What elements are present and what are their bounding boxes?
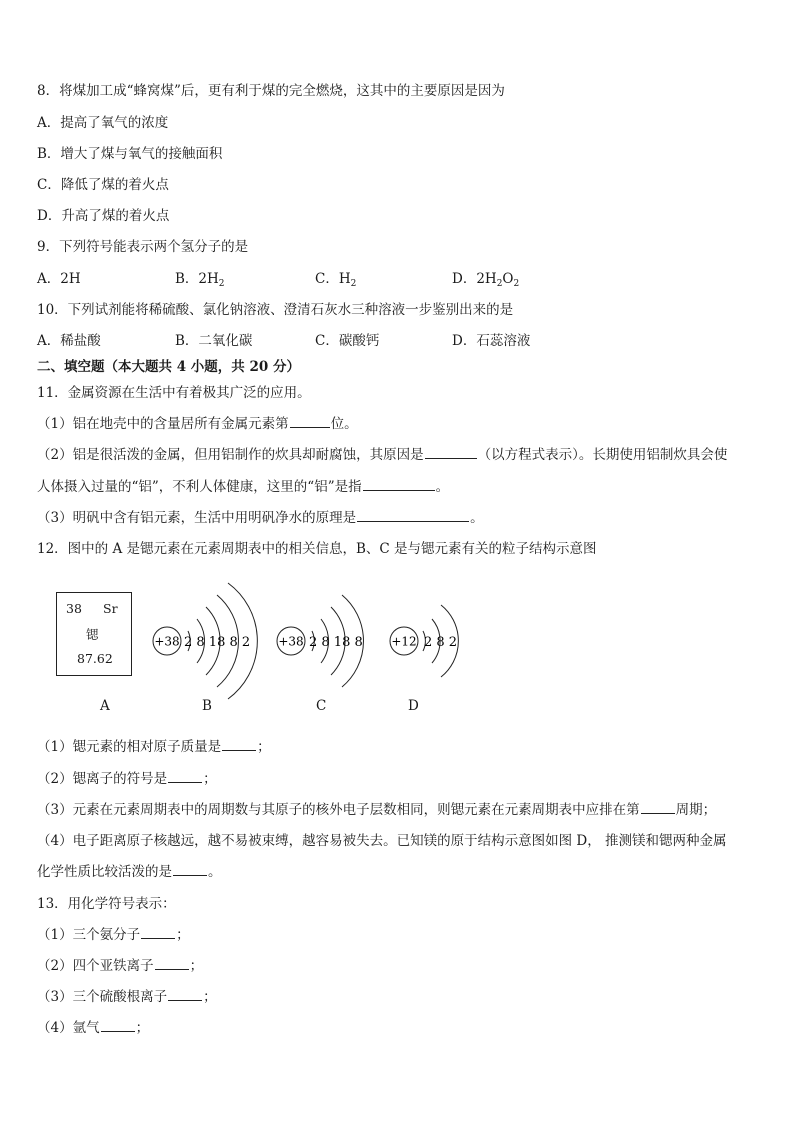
q9-options bbox=[37, 270, 757, 288]
electron-shells: 2 8 18 8 2 bbox=[184, 635, 251, 650]
figure-label-d: D bbox=[408, 698, 419, 714]
atom-diagram-d bbox=[390, 605, 458, 677]
answer-blank[interactable] bbox=[357, 509, 469, 522]
q11-part2-line2: 人体摄入过量的“铝”，不利人体健康，这里的“铝”是指 。 bbox=[37, 479, 450, 495]
q11-part1: （1）铝在地壳中的含量居所有金属元素第 位。 bbox=[37, 416, 358, 432]
q9-option-d: D．$2H_2O_2$ bbox=[452, 271, 520, 289]
answer-blank[interactable] bbox=[641, 801, 675, 814]
nucleus-charge: +38 bbox=[154, 634, 180, 649]
answer-blank[interactable] bbox=[363, 478, 435, 491]
q13-item-2: （2）四个亚铁离子 ； bbox=[37, 958, 204, 974]
atomic-number: 38 bbox=[66, 601, 82, 616]
q8-option-a: A．提高了氧气的浓度 bbox=[37, 115, 169, 131]
q8-option-d: D．升高了煤的着火点 bbox=[37, 208, 170, 224]
q10-option-b: B．二氧化碳 bbox=[175, 333, 253, 349]
q11-part2-line1: （2）铝是很活泼的金属，但用铝制作的炊具却耐腐蚀，其原因是 （以方程式表示）。长期使用铝制炊具会使 bbox=[37, 447, 728, 463]
atom-diagram-b bbox=[153, 583, 257, 699]
q12-part2: （2）锶离子的符号是 ； bbox=[37, 771, 217, 787]
q8-stem: 8．将煤加工成“蜂窝煤”后，更有利于煤的完全燃烧，这其中的主要原因是因为 bbox=[37, 83, 505, 99]
q8-option-c: C．降低了煤的着火点 bbox=[37, 177, 169, 193]
q9-option-b: B．$2H_2$ bbox=[175, 271, 225, 289]
q10-option-c: C．碳酸钙 bbox=[315, 333, 380, 349]
particle-diagrams bbox=[0, 575, 794, 700]
q12-part4-line1: （4）电子距离原子核越远，越不易被束缚，越容易被失去。已知镁的原于结构示意图如图 D， 推测镁和锶两种金属 bbox=[37, 833, 727, 849]
q12-stem: 12．图中的 A 是锶元素在元素周期表中的相关信息，B、C 是与锶元素有关的粒子结构示意图 bbox=[37, 541, 597, 557]
q12-part3: （3）元素在元素周期表中的周期数与其原子的核外电子层数相同，则锶元素在元素周期表中应排在第 周期； bbox=[37, 802, 717, 818]
answer-blank[interactable] bbox=[141, 926, 175, 939]
q10-option-d: D．石蕊溶液 bbox=[452, 333, 531, 349]
figure-label-c: C bbox=[316, 698, 327, 714]
q12-part1: （1）锶元素的相对原子质量是 ； bbox=[37, 739, 271, 755]
q10-option-a: A．稀盐酸 bbox=[37, 333, 101, 349]
q8-option-b: B．增大了煤与氧气的接触面积 bbox=[37, 146, 223, 162]
answer-blank[interactable] bbox=[173, 863, 207, 876]
q9-option-c: C．$H_2$ bbox=[315, 271, 357, 289]
figure-label-a: A bbox=[100, 698, 110, 714]
q13-item-4: （4）氩气 ； bbox=[37, 1020, 150, 1036]
q13-item-3: （3）三个硫酸根离子 ； bbox=[37, 989, 217, 1005]
atomic-mass: 87.62 bbox=[77, 651, 113, 666]
electron-shells: 2 8 2 bbox=[424, 635, 458, 650]
answer-blank[interactable] bbox=[168, 770, 202, 783]
nucleus-charge: +38 bbox=[278, 634, 304, 649]
answer-blank[interactable] bbox=[168, 988, 202, 1001]
answer-blank[interactable] bbox=[425, 446, 477, 459]
q11-part3: （3）明矾中含有铝元素，生活中用明矾净水的原理是 。 bbox=[37, 510, 484, 526]
electron-shells: 2 8 18 8 bbox=[309, 635, 363, 650]
q10-options bbox=[37, 332, 757, 350]
answer-blank[interactable] bbox=[222, 738, 256, 751]
q13-stem: 13．用化学符号表示： bbox=[37, 896, 176, 912]
q9-stem: 9．下列符号能表示两个氢分子的是 bbox=[37, 239, 249, 255]
element-symbol: Sr bbox=[103, 601, 118, 616]
q9-option-a: A．2H bbox=[37, 271, 81, 287]
element-name: 锶 bbox=[86, 627, 99, 642]
atom-diagram-c bbox=[277, 595, 363, 687]
answer-blank[interactable] bbox=[101, 1019, 135, 1032]
q10-stem: 10．下列试剂能将稀硫酸、氯化钠溶液、澄清石灰水三种溶液一步鉴别出来的是 bbox=[37, 302, 514, 318]
q12-part4-line2: 化学性质比较活泼的是 。 bbox=[37, 864, 222, 880]
answer-blank[interactable] bbox=[155, 957, 189, 970]
figure-label-b: B bbox=[202, 698, 212, 714]
q11-stem: 11．金属资源在生活中有着极其广泛的应用。 bbox=[37, 385, 311, 401]
nucleus-charge: +12 bbox=[391, 634, 417, 649]
answer-blank[interactable] bbox=[290, 415, 330, 428]
section-heading: 二、填空题（本大题共 4 小题，共 20 分） bbox=[37, 359, 300, 375]
q13-item-1: （1）三个氨分子 ； bbox=[37, 927, 190, 943]
